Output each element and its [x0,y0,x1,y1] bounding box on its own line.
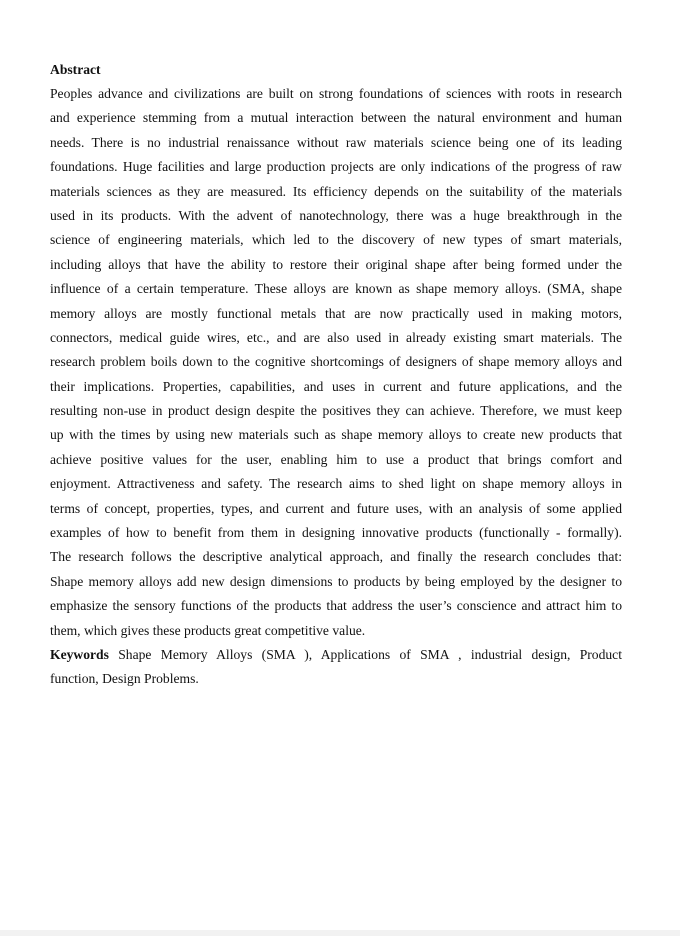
keywords-section [50,643,622,692]
abstract-line: examples of how to benefit from them in designing innovative products (functionally - formally). [50,525,622,541]
abstract-line: them, which gives these products great competitive value. [50,622,366,638]
abstract-line: used in its products. With the advent of nanotechnology, there was a huge breakthrough in the [50,207,622,223]
abstract-line: needs. There is no industrial renaissance without raw materials science being one of its leading [50,134,622,150]
abstract-line: influence of a certain temperature. These alloys are known as shape memory alloys. (SMA, shape [50,281,622,297]
abstract-line: including alloys that have the ability to restore their original shape after being formed under the [50,256,622,272]
abstract-line: up with the times by using new materials such as shape memory alloys to create new products that [50,427,622,443]
keywords-line [50,643,622,667]
abstract-line: achieve positive values for the user, enabling him to use a product that brings comfort and [50,451,622,467]
abstract-line: enjoyment. Attractiveness and safety. The research aims to shed light on shape memory alloys in [50,476,622,492]
abstract-line: materials sciences as they are measured. Its efficiency depends on the suitability of the materials [50,183,622,199]
abstract-heading: Abstract [50,62,101,77]
abstract-line: memory alloys are mostly functional metals that are now practically used in making motors, [50,305,622,321]
keywords-line: function, Design Problems. [50,671,199,687]
abstract-section [50,60,622,692]
page-bottom-edge [0,930,680,936]
abstract-line: research problem boils down to the cognitive shortcomings of designers of shape memory alloys and [50,354,622,370]
abstract-line: emphasize the sensory functions of the products that address the user’s conscience and attract him to [50,598,622,614]
keywords-text: Shape Memory Alloys (SMA ), Applications of SMA , industrial design, Product [118,646,622,662]
abstract-body [50,82,622,643]
abstract-line: science of engineering materials, which led to the discovery of new types of smart materials, [50,232,622,248]
abstract-line: connectors, medical guide wires, etc., and are also used in already existing smart materials. The [50,329,622,345]
abstract-line: resulting non-use in product design despite the positives they can achieve. Therefore, we must keep [50,403,622,419]
abstract-line: and experience stemming from a mutual interaction between the natural environment and human [50,110,622,126]
abstract-line: their implications. Properties, capabilities, and uses in current and future applications, and the [50,378,622,394]
abstract-line: foundations. Huge facilities and large production projects are only indications of the progress of raw [50,159,622,175]
abstract-line: Peoples advance and civilizations are built on strong foundations of sciences with roots in research [50,86,622,101]
abstract-line: The research follows the descriptive analytical approach, and finally the research concludes that: [50,549,622,565]
keywords-label: Keywords [50,646,109,662]
abstract-line: terms of concept, properties, types, and current and future uses, with an analysis of some applied [50,500,622,516]
abstract-line: Shape memory alloys add new design dimensions to products by being employed by the designer to [50,573,622,589]
